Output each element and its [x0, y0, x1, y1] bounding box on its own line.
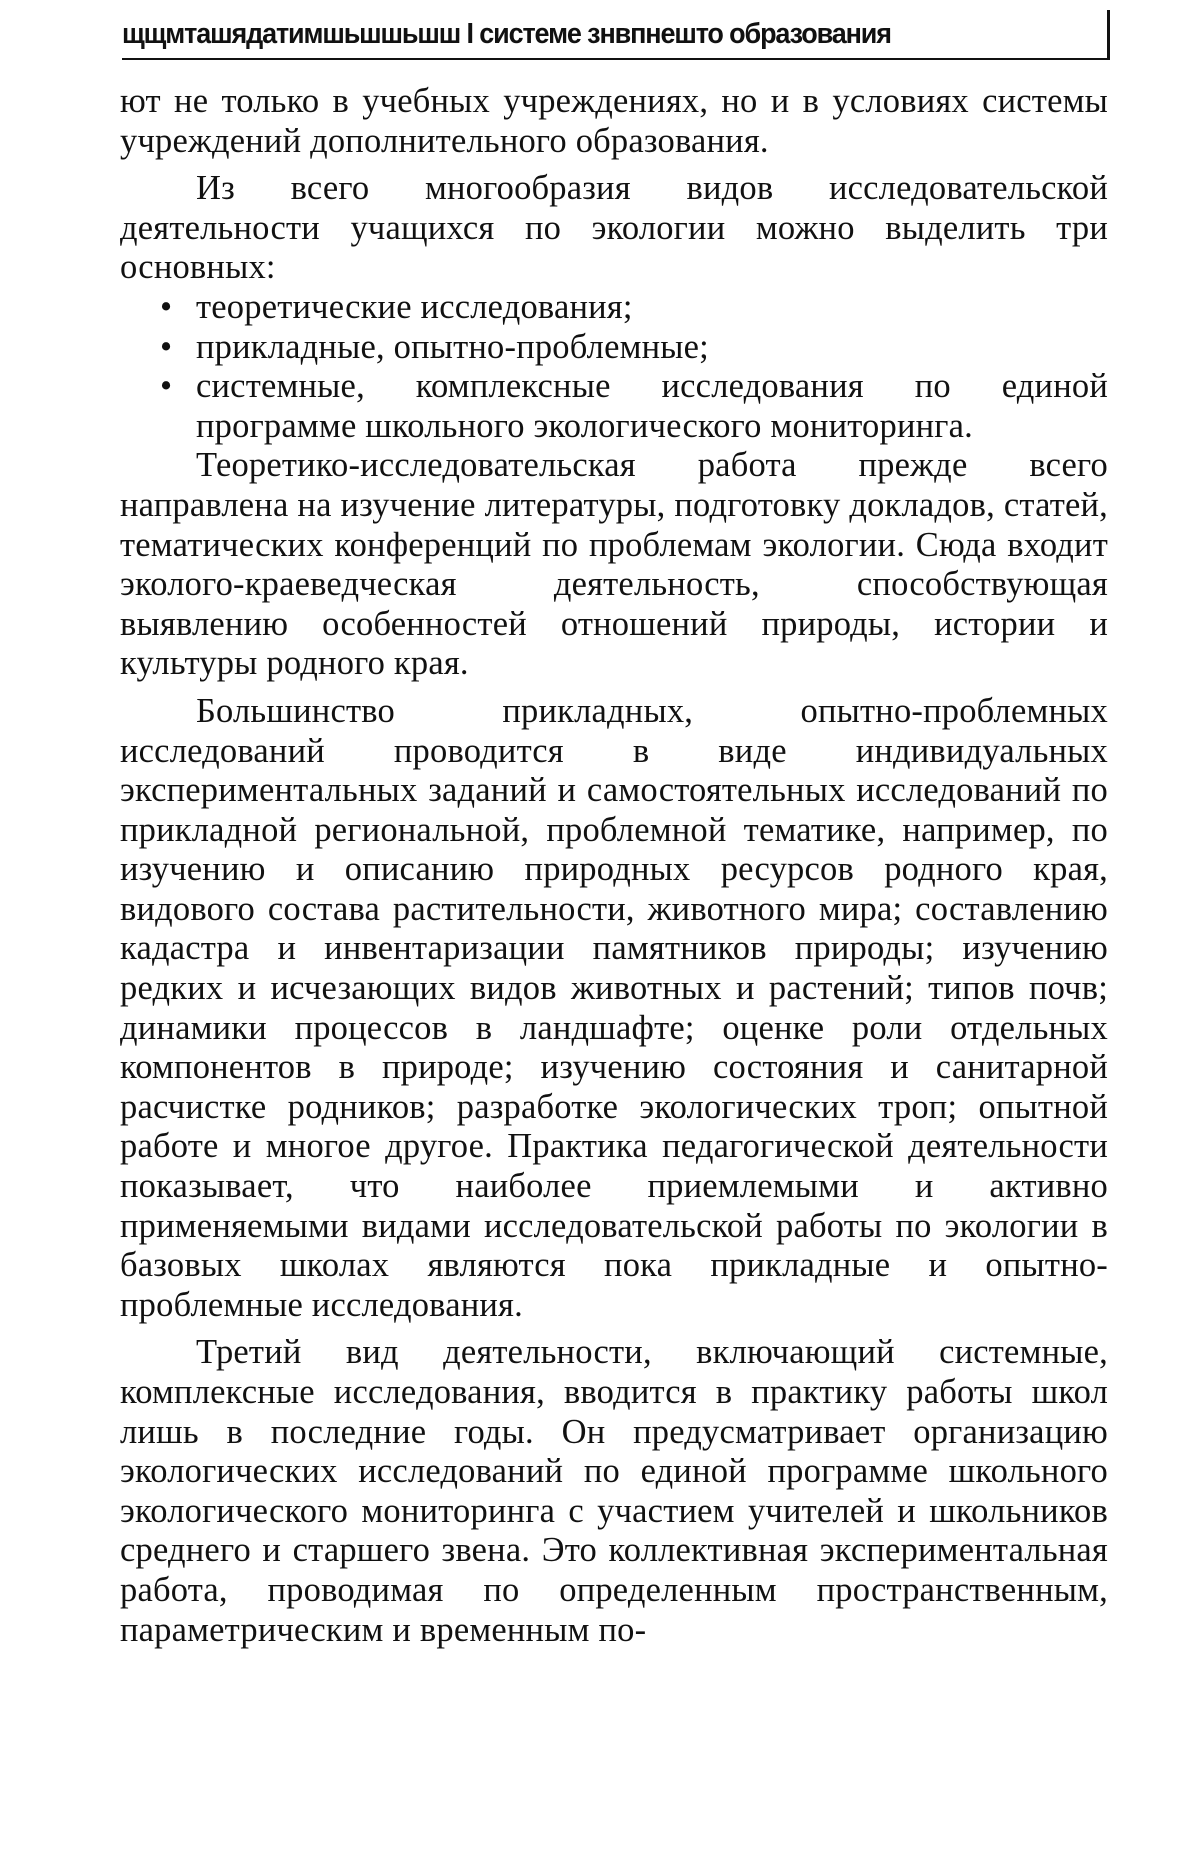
list-item	[120, 328, 1108, 368]
list-item-text: теоретические исследования;	[196, 287, 633, 326]
continuation-paragraph: ют не только в учебных учреждениях, но и в условиях системы учреждений дополнительного образования.	[120, 82, 1108, 160]
list-item	[120, 367, 1108, 446]
intro-paragraph: Из всего многообразия видов исследовательской деятельности учащихся по экологии можно выделить три основных:	[120, 169, 1108, 287]
research-types-list	[120, 288, 1108, 446]
running-header	[122, 10, 1110, 60]
paragraph-systemic: Третий вид деятельности, включающий системные, комплексные исследования, вводится в практику работы школ лишь в последние годы. Он предусматривает организацию экологических исследований по единой программе школьного экологического мониторинга с участием учителей и школьников среднего и старшего звена. Это коллективная экспериментальная работа, проводимая по определенным пространственным, параметрическим и временным по-	[120, 1333, 1108, 1649]
running-header-text: щщмташядатимшьшшьшш I системе знвпнешто образования	[122, 18, 891, 50]
list-item-text: системные, комплексные исследования по единой программе школьного экологического мониторинга.	[196, 367, 1108, 445]
paragraph-theoretical: Теоретико-исследовательская работа прежде всего направлена на изучение литературы, подготовку докладов, статей, тематических конференций по проблемам экологии. Сюда входит эколого-краеведческая деятельность, способствующая выявлению особенностей отношений природы, истории и культуры родного края.	[120, 446, 1108, 683]
bullet-marker: •	[160, 367, 173, 406]
page-body	[120, 82, 1108, 1650]
bullet-marker: •	[160, 287, 173, 326]
bullet-marker: •	[160, 327, 173, 366]
paragraph-applied: Большинство прикладных, опытно-проблемных исследований проводится в виде индивидуальных экспериментальных заданий и самостоятельных исследований по прикладной региональной, проблемной тематике, например, по изучению и описанию природных ресурсов родного края, видового состава растительности, животного мира; составлению кадастра и инвентаризации памятников природы; изучению редких и исчезающих видов животных и растений; типов почв; динамики процессов в ландшафте; оценке роли отдельных компонентов в природе; изучению состояния и санитарной расчистке родников; разработке экологических троп; опытной работе и многое другое. Практика педагогической деятельности показывает, что наиболее приемлемыми и активно применяемыми видами исследовательской работы по экологии в базовых школах являются пока прикладные и опытно-проблемные исследования.	[120, 691, 1108, 1324]
list-item-text: прикладные, опытно-проблемные;	[196, 327, 709, 366]
list-item	[120, 288, 1108, 328]
